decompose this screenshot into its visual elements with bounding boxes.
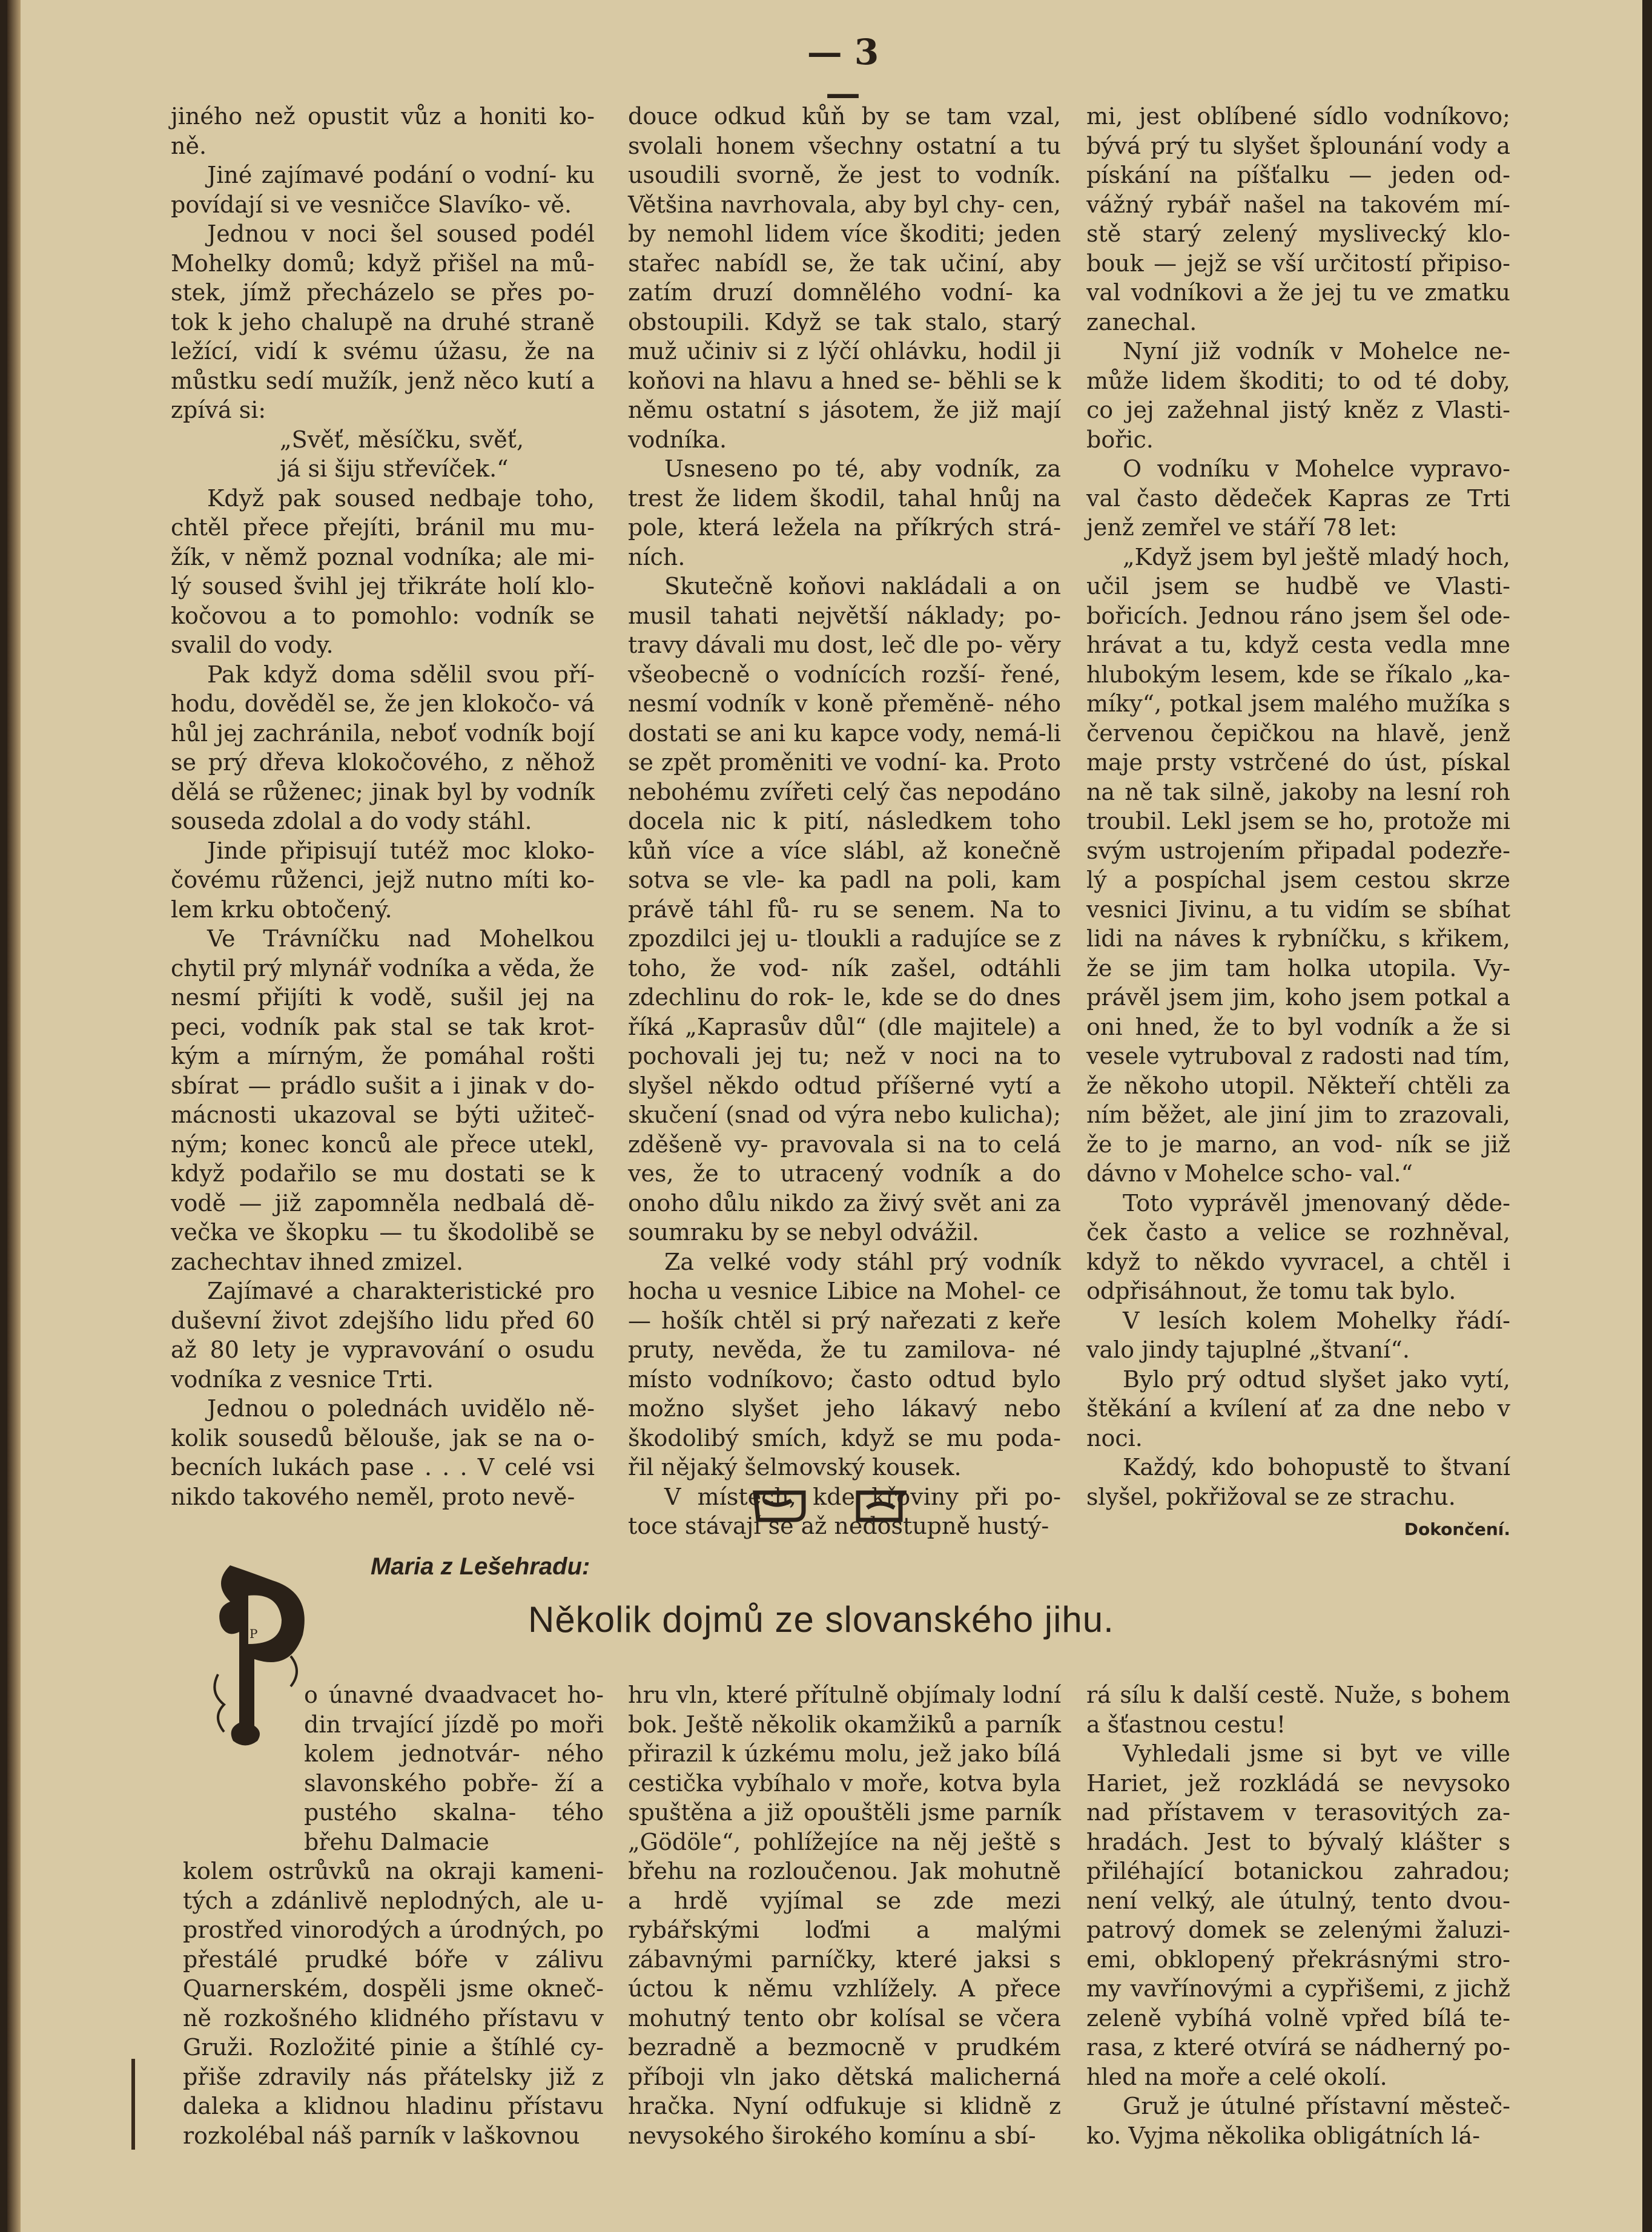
- paragraph: Usneseno po té, aby vodník, za trest že lidem škodil, tahal hnůj na pole, která ležela na příkrých strá- ních.: [628, 455, 1061, 570]
- article1-column-3: [1086, 102, 1510, 1545]
- paragraph: douce odkud kůň by se tam vzal, svolali honem všechny ostatní a tu usoudili svorně, že jest to vodník. Většina navrhovala, aby byl chy- cen, by nemohl lidem více škoditi; jeden stařec nabídl se, že tak učiní, aby zatím druzí domnělého vodní- ka obstoupili. Když se tak stalo, starý muž učiniv si z lýčí ohlávku, hodil ji koňovi na hlavu a hned se- běhli se k němu ostatní s jásotem, že již mají vodníka.: [628, 103, 1061, 453]
- paragraph: Jiné zajímavé podání o vodní- ku povídají si ve vesničce Slavíko- vě.: [171, 162, 595, 218]
- paragraph: kolem ostrůvků na okraji kameni- tých a zdánlivě neplodných, ale u- prostřed vinorodých a úrodných, po přestálé prudké bóře v zálivu Quarnerském, dospěli jsme okneč- ně rozkošného klidného přístavu v Gruži. Rozložité pinie a štíhlé cy- přiše zdravily nás přátelsky již z daleka a klidnou hladinu přístavu rozkolébal náš parník v laškovnou: [183, 1858, 604, 2149]
- page: [7, 0, 1642, 2232]
- margin-pencil-mark: [131, 2059, 135, 2150]
- paragraph: o únavné dvaadvacet ho- din trvající jízdě po moři kolem jednotvár- ného slavonského pobře- ží a pustého skalna- tého břehu Dalmacie: [304, 1682, 604, 1855]
- paragraph: Jednou o polednách uvidělo ně- kolik sousedů bělouše, jak se na o- becních lukách pase . . . V celé vsi nikdo takového neměl, proto nevě-: [171, 1395, 595, 1510]
- paragraph: rá sílu k další cestě. Nuže, s bohem a šťastnou cestu!: [1086, 1682, 1510, 1738]
- paragraph: Každý, kdo bohopustě to štvaní slyšel, pokřižoval se ze strachu.: [1086, 1454, 1510, 1510]
- article2-author: Maria z Lešehradu:: [371, 1553, 590, 1580]
- paragraph: Jednou v noci šel soused podél Mohelky domů; když přišel na mů- stek, jímž přecházelo se přes po- tok k jeho chalupě na druhé straně ležící, vidí k svému úžasu, že na můstku sedí mužík, jenž něco kutí a zpívá si:: [171, 220, 595, 423]
- paragraph: hru vln, které přítulně objímaly lodní bok. Ještě několik okamžiků a parník přirazil k úzkému molu, jež jako bílá cestička vybíhalo v moře, kotva byla spuštěna a již opouštěli jsme parník „Gödöle“, pohlížejíce na něj ještě s břehu na rozloučenou. Jak mohutně a hrdě vyjímal se zde mezi rybářskými loďmi a malými zábavnými parníčky, které jaksi s úctou k němu vzhlížely. A přece mohutný tento obr kolísal se včera bezradně a bezmocně v prudkém příboji vln jako dětská malicherná hračka. Nyní odfukuje si klidně z nevysokého širokého komínu a sbí-: [628, 1682, 1061, 2149]
- paragraph: O vodníku v Mohelce vypravo- val často dědeček Kapras ze Trti jenž zemřel ve stáří 78 let:: [1086, 455, 1510, 541]
- paragraph: Za velké vody stáhl prý vodník hocha u vesnice Libice na Mohel- ce — hošík chtěl si prý nařezati z keře pruty, nevěda, že tu zamilova- né místo vodníkovo; často odtud bylo možno slyšet jeho lákavý nebo škodolibý smích, když se mu poda- řil nějaký šelmovský kousek.: [628, 1248, 1061, 1481]
- section-ornament-icon: [749, 1484, 919, 1526]
- svg-text:P: P: [249, 1626, 258, 1641]
- article2-column-1: [183, 1680, 604, 2150]
- paragraph: jiného než opustit vůz a honiti ko- ně.: [171, 103, 595, 159]
- paragraph: mi, jest oblíbené sídlo vodníkovo; bývá prý tu slyšet šplounání vody a pískání na píšťalku — jeden od- vážný rybář našel na takovém mí- stě starý zelený myslivecký klo- bouk — jejž se vší určitostí připiso- val vodníkovi a že jej tu ve zmatku zanechal.: [1086, 103, 1510, 335]
- paragraph: Nyní již vodník v Mohelce ne- může lidem škoditi; to od té doby, co jej zažehnal jistý kněz z Vlasti- bořic.: [1086, 338, 1510, 453]
- paragraph: já si šiju střevíček.“: [280, 455, 509, 482]
- paragraph: „Když jsem byl ještě mladý hoch, učil jsem se hudbě ve Vlasti- bořicích. Jednou ráno jsem šel ode- hrávat a tu, když cesta vedla mne hlubokým lesem, kde se říkalo „ka- míky“, potkal jsem malého mužíka s červenou čepičkou na hlavě, jenž maje prsty vstrčené do úst, pískal na ně tak silně, jakoby na lesní roh troubil. Lekl jsem se ho, protože mi svým ustrojením připadal podezře- lý a pospíchal jsem cestou skrze vesnici Jivinu, a tu vidím se sbíhat lidi na náves k rybníčku, s křikem, že se jim tam holka utopila. Vy- právěl jsem jim, koho jsem potkal a oni hned, že to byl vodník a že si vesele vytruboval z radosti nad tím, že někoho utopil. Někteří chtěli za ním běžet, ale jiní jim to zrazovali, že to je marno, an vod- ník se již dávno v Mohelce scho- val.“: [1086, 543, 1510, 1187]
- article2-column-3: [1086, 1680, 1510, 2150]
- paragraph: Bylo prý odtud slyšet jako vytí, štěkání a kvílení ať za dne nebo v noci.: [1086, 1365, 1510, 1451]
- book-spine-edge: [7, 0, 21, 2232]
- article1-column-1: [171, 102, 595, 1511]
- paragraph: V místech, kde křoviny při po- toce stávají se až nedostupně hustý-: [628, 1483, 1061, 1539]
- paragraph: „Svěť, měsíčku, svěť,: [280, 426, 524, 453]
- paragraph: Toto vyprávěl jmenovaný děde- ček často a velice se rozhněval, když to někdo vyvracel, a chtěl i odpřisáhnout, že tomu tak bylo.: [1086, 1189, 1510, 1304]
- paragraph: Zajímavé a charakteristické pro duševní život zdejšího lidu před 60 až 80 lety je vypravování o osudu vodníka z vesnice Trti.: [171, 1278, 595, 1393]
- paragraph: Gruž je útulné přístavní městeč- ko. Vyjma několika obligátních lá-: [1086, 2093, 1510, 2149]
- article1-column-2: [628, 102, 1061, 1541]
- paragraph: V lesích kolem Mohelky řádí- valo jindy tajuplné „štvaní“.: [1086, 1307, 1510, 1363]
- paragraph: Vyhledali jsme si byt ve ville Hariet, jež rozkládá se nevysoko nad přístavem v terasovitých za- hradách. Jest to bývalý klášter s přiléhající botanickou zahradou; není velký, ale útulný, tento dvou- patrový domek se zelenými žaluzi- emi, obklopený překrásnými stro- my vavřínovými a cypřišemi, z jichž zeleně vybíhá volně vpřed bílá te- rasa, z které otvírá se nádherný po- hled na moře a celé okolí.: [1086, 1740, 1510, 2090]
- paragraph: Když pak soused nedbaje toho, chtěl přece přejíti, bránil mu mu- žík, v němž poznal vodníka; ale mi- lý soused švihl jej třikráte holí klo- kočovou a to pomohlo: vodník se svalil do vody.: [171, 484, 595, 658]
- paragraph: Pak když doma sdělil svou pří- hodu, dověděl se, že jen klokočo- vá hůl jej zachránila, neboť vodník bojí se prý dřeva klokočového, z něhož dělá se růženec; jinak byl by vodník souseda zdolal a do vody stáhl.: [171, 661, 595, 834]
- paragraph: Jinde připisují tutéž moc kloko- čovému růženci, jejž nutno míti ko- lem krku obtočený.: [171, 837, 595, 923]
- article2-title: Několik dojmů ze slovanského jihu.: [528, 1599, 1114, 1640]
- paragraph: Ve Trávníčku nad Mohelkou chytil prý mlynář vodníka a věda, že nesmí přijíti k vodě, sušil jej na peci, vodník pak stal se tak krot- kým a mírným, že pomáhal rošti sbírat — prádlo sušit a i jinak v do- mácnosti ukazoval se býti užiteč- ným; konec konců ale přece utekl, když podařilo se mu dostati se k vodě — již zapomněla nedbalá dě- večka ve škopku — tu škodolibě se zachechtav ihned zmizel.: [171, 925, 595, 1275]
- paragraph: Skutečně koňovi nakládali a on musil tahati největší náklady; po- travy dávali mu dost, leč dle po- věry všeobecně o vodnících rozší- řené, nesmí vodník v koně přeměně- ného dostati se ani ku kapce vody, nemá-li se zpět proměniti ve vodní- ka. Proto nebohému zvířeti celý čas nepodáno docela nic k pití, následkem toho kůň více a více slábl, až konečně sotva se vle- ka padl na poli, kam právě táhl fů- ru se senem. Na to zpozdilci jej u- tloukli a radujíce se z toho, že vod- ník zašel, odtáhli zdechlinu do rok- le, kde se do dnes říká „Kaprasův důl“ (dle majitele) a pochovali jej tu; než v noci na to slyšel někdo odtud příšerné vytí a skučení (snad od výra nebo kulicha); zděšeně vy- pravovala si na to celá ves, že to utracený vodník a do onoho důlu nikdo za živý svět ani za soumraku by se nebyl odvážil.: [628, 573, 1061, 1246]
- paragraph: Dokončení.: [1404, 1519, 1510, 1539]
- article2-column-2: [628, 1680, 1061, 2150]
- page-number: — 3 —: [807, 31, 879, 114]
